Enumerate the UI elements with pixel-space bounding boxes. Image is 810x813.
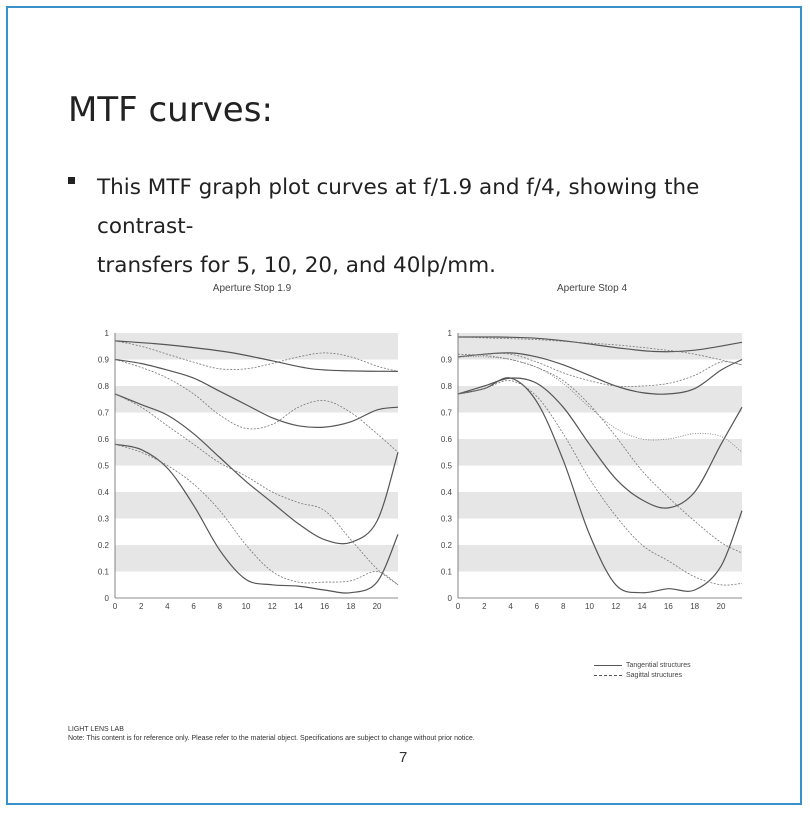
- y-tick-label: 0.4: [440, 488, 452, 497]
- footer-brand: LIGHT LENS LAB: [68, 726, 124, 733]
- x-tick-label: 6: [534, 602, 540, 611]
- bullet-line-2: transfers for 5, 10, 20, and 40lp/mm.: [97, 253, 496, 278]
- y-tick-label: 0.6: [440, 435, 452, 444]
- y-tick-label: 0.2: [440, 541, 452, 550]
- chart-title-f19: Aperture Stop 1.9: [212, 283, 292, 294]
- x-tick-label: 2: [482, 602, 487, 611]
- x-tick-label: 12: [267, 602, 277, 611]
- page-number: 7: [399, 749, 408, 766]
- x-tick-label: 4: [508, 602, 513, 611]
- x-tick-label: 0: [112, 602, 118, 611]
- y-tick-label: 0.5: [97, 461, 109, 471]
- grid-band: [458, 386, 742, 413]
- legend-sagittal: [594, 670, 691, 680]
- y-tick-label: 0.3: [97, 514, 109, 524]
- grid-band: [115, 386, 398, 413]
- y-tick-label: 0.7: [97, 408, 109, 418]
- grid-band: [458, 492, 742, 519]
- y-tick-label: 0: [447, 594, 452, 603]
- y-tick-label: 0.9: [97, 355, 109, 365]
- x-tick-label: 8: [217, 602, 223, 611]
- x-tick-label: 8: [560, 602, 566, 611]
- footer-note: Note: This content is for reference only. Please refer to the material object. Specifications are subject to change without prior notice.: [68, 735, 475, 742]
- y-tick-label: 0.1: [440, 567, 452, 577]
- x-tick-label: 16: [320, 602, 330, 611]
- grid-band: [458, 439, 742, 466]
- legend: [594, 660, 691, 680]
- grid-band: [115, 439, 398, 466]
- y-tick-label: 0.4: [97, 488, 109, 497]
- x-tick-label: 10: [241, 602, 251, 611]
- y-tick-label: 1: [447, 329, 452, 338]
- y-tick-label: 1: [104, 329, 109, 338]
- y-tick-label: 0.6: [97, 435, 109, 444]
- x-tick-label: 2: [138, 602, 144, 611]
- page-heading: MTF curves:: [68, 90, 273, 130]
- y-tick-label: 0.2: [97, 541, 109, 550]
- x-tick-label: 18: [346, 602, 356, 611]
- x-tick-label: 10: [585, 602, 594, 611]
- x-tick-label: 14: [293, 602, 303, 611]
- legend-tangential-label: Tangential structures: [626, 661, 691, 669]
- x-tick-label: 0: [455, 602, 461, 611]
- chart-title-f4: Aperture Stop 4: [556, 283, 628, 294]
- x-tick-label: 20: [372, 602, 382, 611]
- grid-band: [115, 492, 398, 519]
- x-tick-label: 4: [165, 602, 170, 611]
- chart-panel-0: [98, 329, 398, 611]
- dashed-line-icon: [594, 675, 622, 676]
- x-tick-label: 12: [611, 602, 621, 611]
- y-tick-label: 0.5: [440, 461, 452, 471]
- x-tick-label: 16: [663, 602, 673, 611]
- grid-band: [115, 545, 398, 572]
- y-tick-label: 0.7: [440, 408, 452, 418]
- y-tick-label: 0.9: [440, 355, 452, 365]
- x-tick-label: 14: [637, 602, 647, 611]
- x-tick-label: 18: [690, 602, 700, 611]
- chart-panel-1: [441, 329, 742, 611]
- y-tick-label: 0.1: [97, 567, 109, 577]
- x-tick-label: 20: [716, 602, 726, 611]
- y-tick-label: 0.3: [440, 514, 452, 524]
- x-tick-label: 6: [191, 602, 196, 611]
- y-tick-label: 0: [104, 594, 109, 603]
- y-tick-label: 0.8: [97, 382, 109, 391]
- legend-tangential: [594, 660, 691, 670]
- mtf-series-solid-4: [115, 394, 398, 544]
- legend-sagittal-label: Sagittal structures: [626, 671, 683, 679]
- bullet-line-1: This MTF graph plot curves at f/1.9 and f/4, showing the contrast-: [97, 175, 700, 239]
- grid-band: [115, 333, 398, 360]
- y-tick-label: 0.8: [440, 382, 452, 391]
- solid-line-icon: [594, 665, 622, 666]
